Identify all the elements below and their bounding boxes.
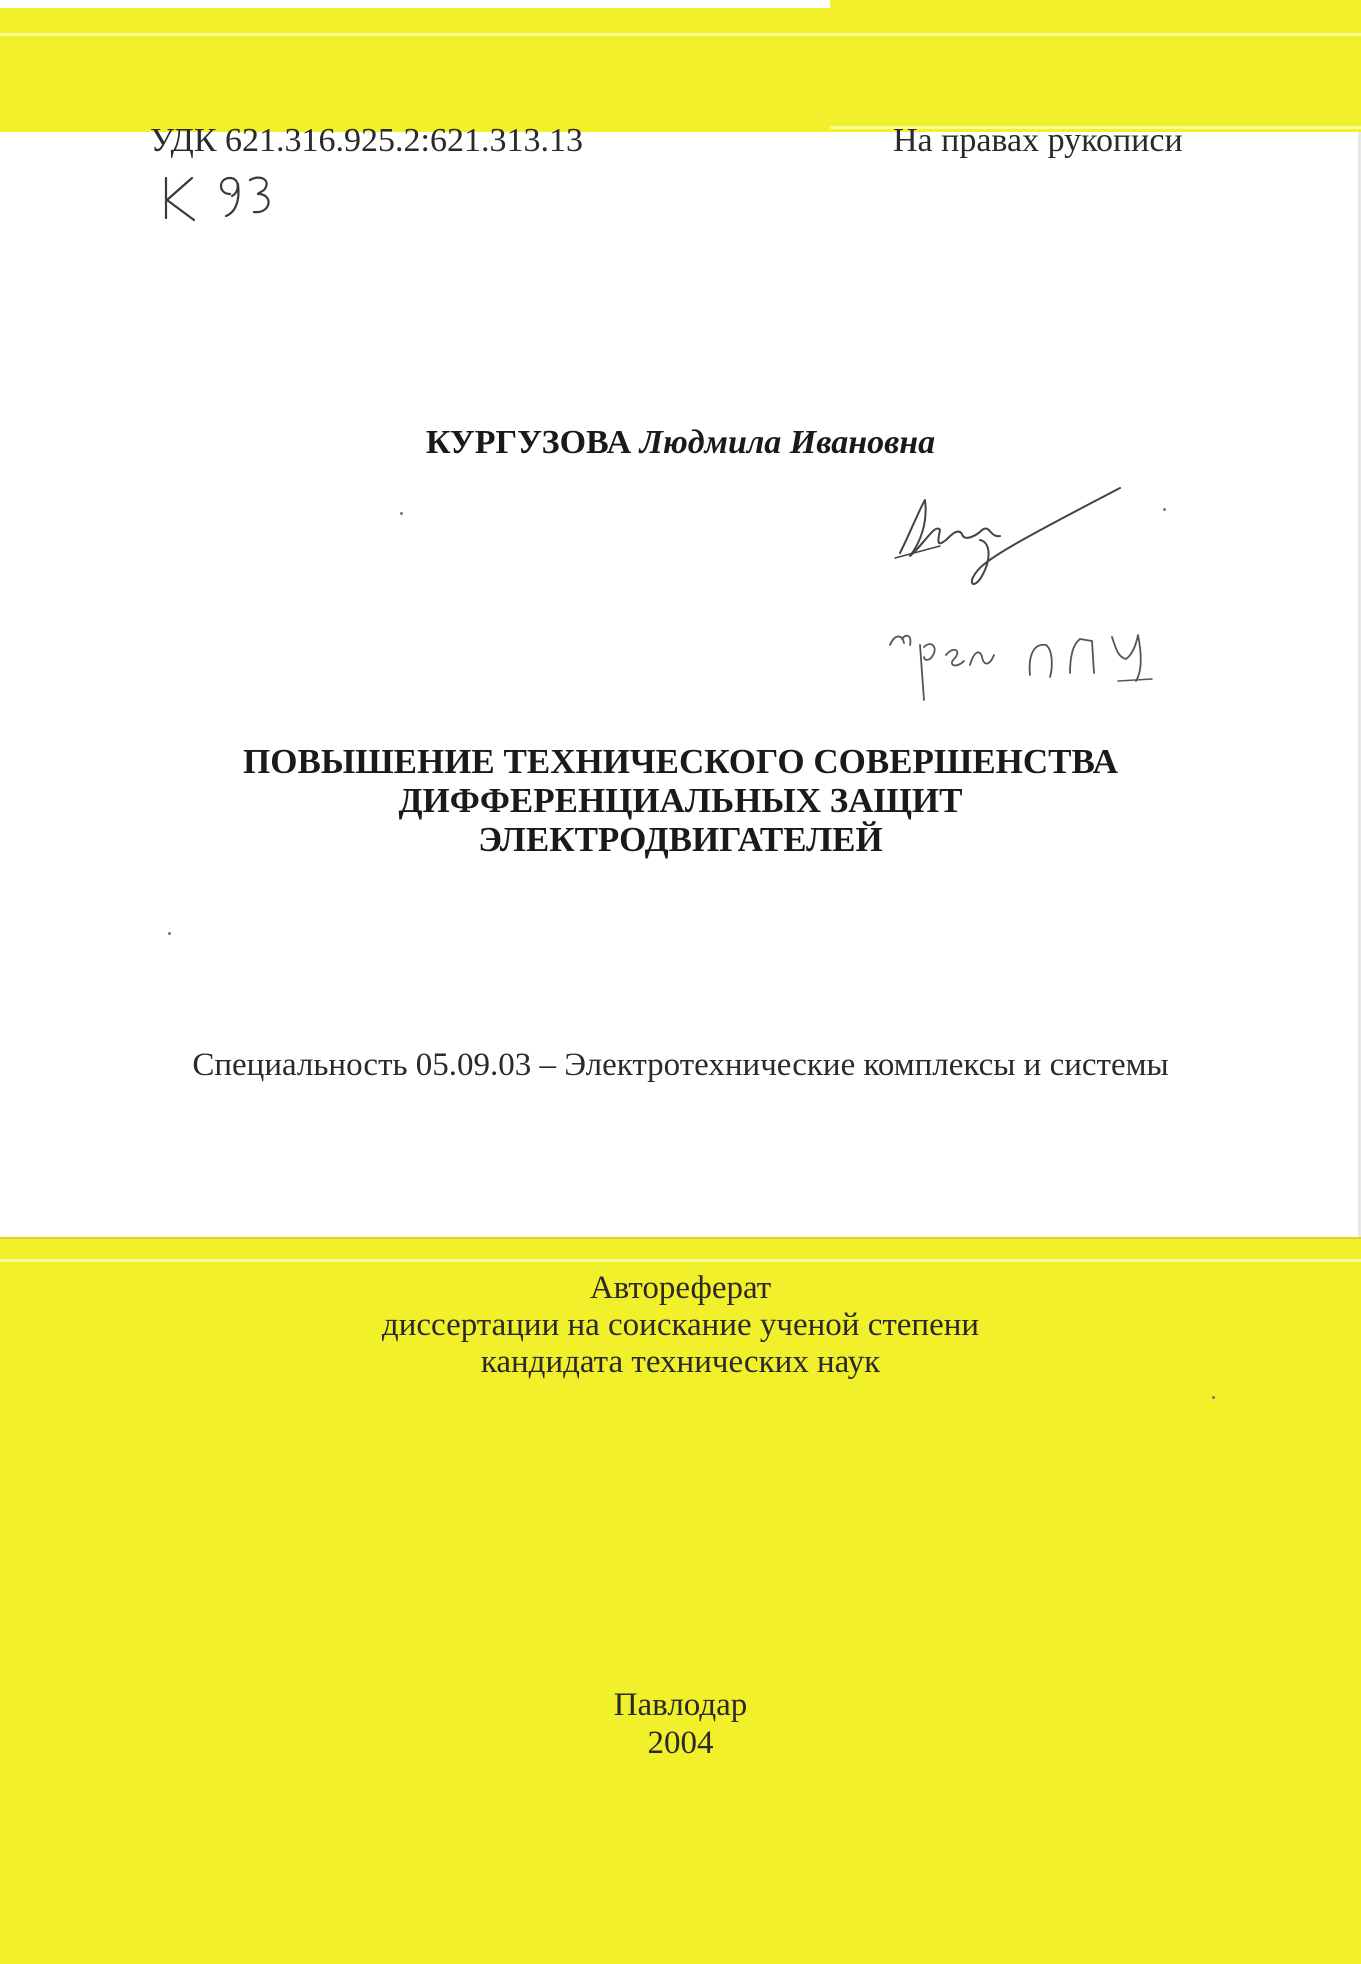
- author-surname: КУРГУЗОВА: [425, 424, 632, 461]
- publication-year: 2004: [647, 1725, 714, 1761]
- imprint: [0, 1686, 1361, 1762]
- abstract-designation: [0, 1270, 1361, 1381]
- top-band-stripe: [0, 33, 1361, 36]
- paper-speck: [1163, 508, 1166, 511]
- author-given-names: Людмила Ивановна: [639, 424, 936, 461]
- paper-speck: [400, 512, 403, 515]
- bottom-band-stripe: [0, 1259, 1361, 1262]
- document-title: [0, 742, 1361, 859]
- abstract-line: кандидата технических наук: [480, 1344, 881, 1380]
- abstract-line: диссертации на соискание ученой степени: [381, 1307, 980, 1343]
- paper-speck: [1212, 1396, 1215, 1399]
- rights-notice: На правах рукописи: [893, 122, 1183, 159]
- specialty-line: Специальность 05.09.03 – Электротехнические комплексы и системы: [192, 1047, 1169, 1083]
- author-name: [0, 424, 1361, 462]
- handwritten-note: [880, 615, 1170, 710]
- top-band-cut: [0, 0, 830, 8]
- signature-graphic: [880, 478, 1140, 598]
- handwritten-code: [160, 170, 290, 230]
- paper-speck: [168, 932, 171, 935]
- city-name: Павлодар: [613, 1687, 748, 1723]
- top-yellow-band: [0, 0, 1361, 132]
- bottom-band-edge: [0, 1237, 1361, 1239]
- title-line: ДИФФЕРЕНЦИАЛЬНЫХ ЗАЩИТ: [398, 781, 963, 820]
- title-line: ПОВЫШЕНИЕ ТЕХНИЧЕСКОГО СОВЕРШЕНСТВА: [243, 742, 1118, 781]
- title-line: ЭЛЕКТРОДВИГАТЕЛЕЙ: [478, 820, 883, 859]
- udk-code: УДК 621.316.925.2:621.313.13: [150, 122, 583, 159]
- abstract-line: Автореферат: [589, 1270, 772, 1306]
